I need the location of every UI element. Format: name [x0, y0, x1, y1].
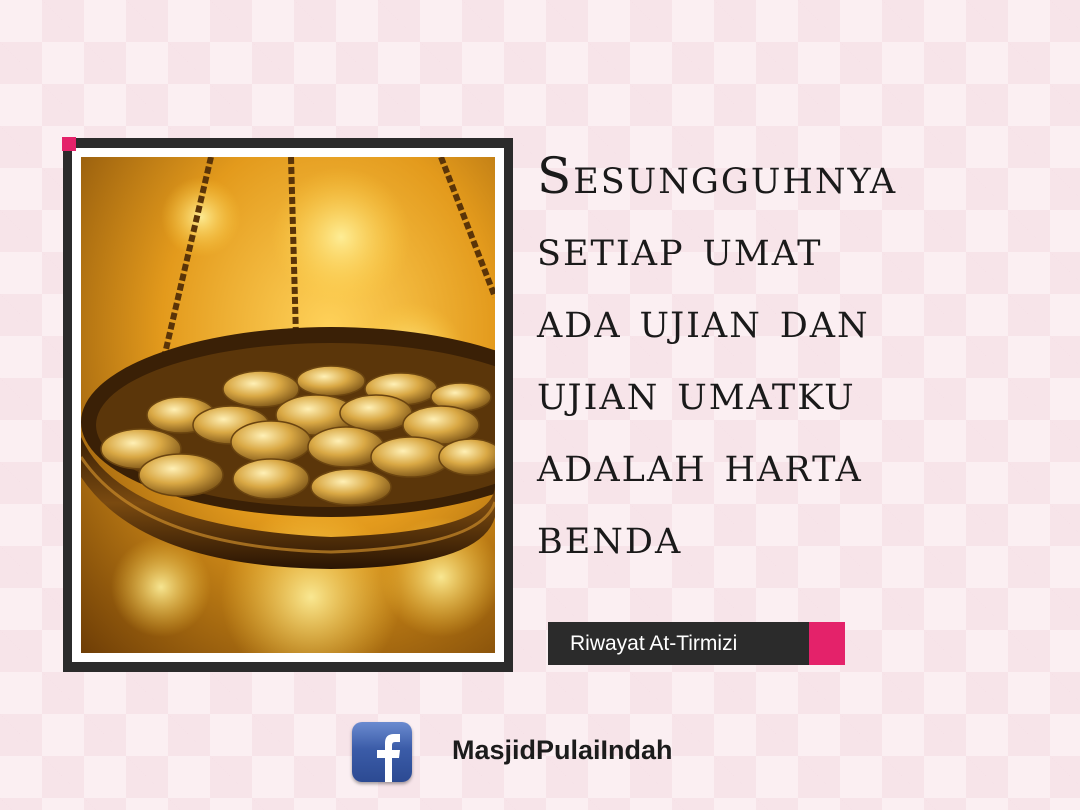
facebook-icon — [352, 722, 412, 782]
facebook-page-name: MasjidPulaiIndah — [452, 735, 673, 765]
quote-line: adalah harta — [537, 435, 863, 493]
source-label: Riwayat At-Tirmizi — [548, 622, 809, 665]
quote-line: setiap umat — [537, 219, 823, 277]
quote-line: benda — [537, 507, 683, 565]
quote-line: Sesungguhnya — [537, 147, 898, 205]
source-accent-block — [809, 622, 845, 665]
hadith-quote — [537, 140, 1057, 572]
scale-coins-photo — [81, 157, 495, 653]
quote-line: ada ujian dan — [537, 291, 870, 349]
quote-line: ujian umatku — [537, 363, 856, 421]
frame-accent-square — [62, 137, 76, 151]
